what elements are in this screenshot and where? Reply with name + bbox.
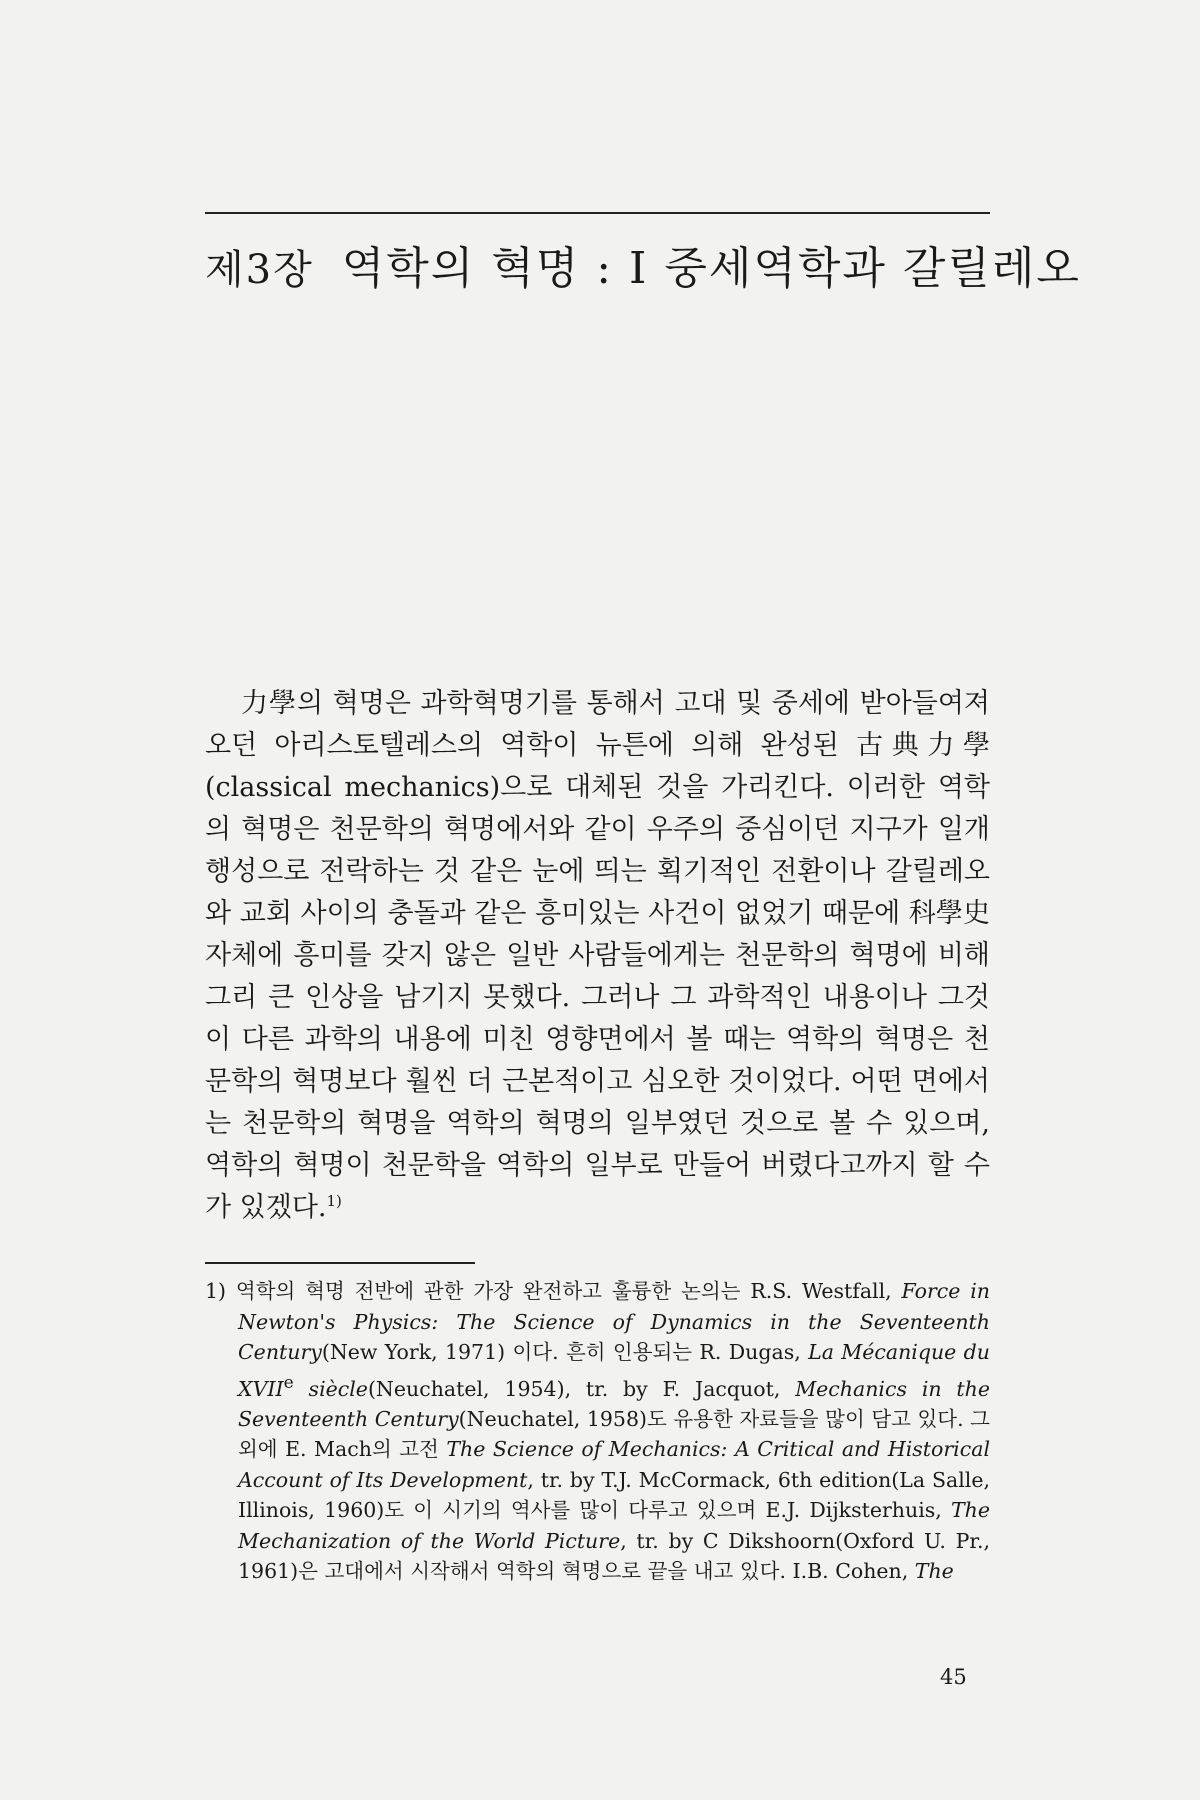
chapter-title bbox=[205, 232, 1081, 296]
footnote-title-4: The Science of Mechanics: A Critical and Historical Account of Its Development bbox=[238, 1437, 990, 1492]
footnote bbox=[205, 1276, 990, 1587]
footnote-text-6: , tr. by C Dikshoorn(Oxford U. Pr., 1961)은 고대에서 시작해서 역학의 혁명으로 끝을 내고 있다. I.B. Cohen, bbox=[238, 1528, 990, 1584]
footnote-title-2-sup: e bbox=[283, 1372, 294, 1393]
footnote-rule bbox=[205, 1262, 475, 1264]
footnote-text-5: , tr. by T.J. McCormack, 6th edition(La Salle, Illinois, 1960)도 이 시기의 역사를 많이 다루고 있으며 E.J. Dijksterhuis, bbox=[238, 1467, 990, 1523]
footnote-title-1: Force in Newton's Physics: The Science of Dynamics in the Seventeenth Century bbox=[238, 1279, 990, 1364]
footnote-title-2b: siècle bbox=[293, 1376, 368, 1401]
footnote-title-5: The Mechanization of the World Picture bbox=[238, 1498, 990, 1553]
page-number: 45 bbox=[940, 1665, 967, 1689]
footnote-title-6: The bbox=[914, 1559, 954, 1584]
footnote-marker: 1) bbox=[205, 1279, 227, 1303]
footnote-text-2: (New York, 1971) 이다. 흔히 인용되는 R. Dugas, bbox=[321, 1340, 809, 1364]
body-paragraph bbox=[205, 683, 990, 1229]
footnote-text-4: (Neuchatel, 1958)도 유용한 자료들을 많이 담고 있다. 그 외에 E. Mach의 고전 bbox=[238, 1406, 990, 1462]
footnote-text-1: 역학의 혁명 전반에 관한 가장 완전하고 훌륭한 논의는 R.S. Westfall, bbox=[235, 1279, 902, 1303]
chapter-number: 제3장 bbox=[205, 247, 314, 293]
footnote-title-3: Mechanics in the Seventeenth Century bbox=[238, 1376, 990, 1431]
footnote-reference: 1) bbox=[326, 1192, 342, 1210]
footnote-title-2: La Mécanique du XVII bbox=[238, 1340, 990, 1401]
chapter-title-text: 역학의 혁명 : I 중세역학과 갈릴레오 bbox=[341, 243, 1081, 294]
footnote-text-3: (Neuchatel, 1954), tr. by F. Jacquot, bbox=[367, 1376, 796, 1401]
chapter-top-rule bbox=[205, 212, 990, 214]
body-paragraph-text: 力學의 혁명은 과학혁명기를 통해서 고대 및 중세에 받아들여져 오던 아리스토텔레스의 역학이 뉴튼에 의해 완성된 古典力學(classical mechanics)으로 대체된 것을 가리킨다. 이러한 역학의 혁명은 천문학의 혁명에서와 같이 우주의 중심이던 지구가 일개 행성으로 전락하는 것 같은 눈에 띄는 획기적인 전환이나 갈릴레오와 교회 사이의 충돌과 같은 흥미있는 사건이 없었기 때문에 科學史 자체에 흥미를 갖지 않은 일반 사람들에게는 천문학의 혁명에 비해 그리 큰 인상을 남기지 못했다. 그러나 그 과학적인 내용이나 그것이 다른 과학의 내용에 미친 영향면에서 볼 때는 역학의 혁명은 천문학의 혁명보다 훨씬 더 근본적이고 심오한 것이었다. 어떤 면에서는 천문학의 혁명을 역학의 혁명의 일부였던 것으로 볼 수 있으며, 역학의 혁명이 천문학을 역학의 일부로 만들어 버렸다고까지 할 수가 있겠다. bbox=[205, 688, 990, 1223]
